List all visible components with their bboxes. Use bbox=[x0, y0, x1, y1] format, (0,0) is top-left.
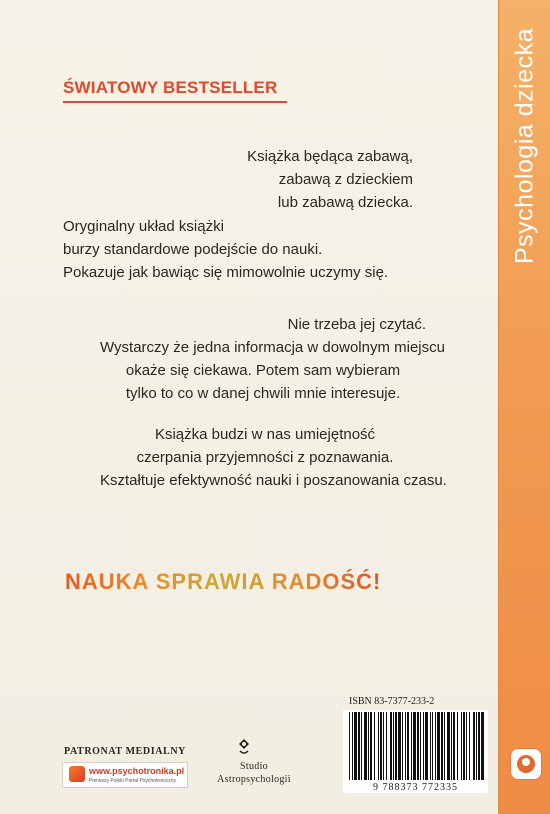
blurb-paragraph-2 bbox=[63, 215, 388, 284]
partner-url: www.psychotronika.pl bbox=[89, 766, 185, 776]
psychotronika-icon bbox=[69, 766, 85, 782]
bestseller-heading: ŚWIATOWY BESTSELLER bbox=[63, 78, 278, 97]
blurb-line: Nie trzeba jej czytać. bbox=[287, 316, 426, 333]
blurb-line: Oryginalny układ książki bbox=[63, 218, 224, 235]
publisher-line-1: Studio bbox=[240, 761, 268, 772]
spine-title: Psychologia dziecka bbox=[510, 28, 538, 265]
blurb-line: Wystarczy że jedna informacja w dowolnym miejscu bbox=[100, 339, 445, 356]
blurb-line: okaże się ciekawa. Potem sam wybieram bbox=[125, 362, 401, 379]
blurb-line: Kształtuje efektywność nauki i poszanowania czasu. bbox=[100, 472, 447, 489]
psychotronika-logo bbox=[62, 762, 188, 788]
barcode-number: 9 788373 772335 bbox=[343, 782, 488, 793]
publisher-logo-icon bbox=[510, 748, 542, 780]
blurb-paragraph-1 bbox=[247, 145, 413, 214]
blurb-line: tylko to co w danej chwili mnie interesuje. bbox=[125, 385, 401, 402]
publisher-name bbox=[213, 760, 295, 786]
bestseller-underline bbox=[63, 101, 287, 103]
slogan: NAUKA SPRAWIA RADOŚĆ! bbox=[65, 569, 382, 594]
spine bbox=[498, 0, 550, 814]
blurb-line: Książka będąca zabawą, bbox=[247, 148, 413, 165]
blurb-line: lub zabawą dziecka. bbox=[277, 194, 413, 211]
partner-tagline: Pierwszy Polski Portal Psychotroniczny bbox=[89, 778, 176, 784]
publisher-line-2: Astropsychologii bbox=[217, 774, 291, 785]
blurb-paragraph-3 bbox=[100, 313, 445, 405]
blurb-line: zabawą z dzieckiem bbox=[278, 171, 413, 188]
blurb-line: czerpania przyjemności z poznawania. bbox=[136, 449, 394, 466]
media-patron-label: PATRONAT MEDIALNY bbox=[64, 746, 186, 757]
blurb-line: Pokazuje jak bawiąc się mimowolnie uczymy się. bbox=[63, 264, 389, 281]
barcode bbox=[343, 710, 488, 782]
blurb-paragraph-4 bbox=[100, 423, 447, 492]
blurb-line: burzy standardowe podejście do nauki. bbox=[63, 241, 323, 258]
studio-logo-icon bbox=[236, 738, 252, 756]
blurb-line: Książka budzi w nas umiejętność bbox=[154, 426, 376, 443]
isbn-label: ISBN 83-7377-233-2 bbox=[349, 696, 435, 707]
